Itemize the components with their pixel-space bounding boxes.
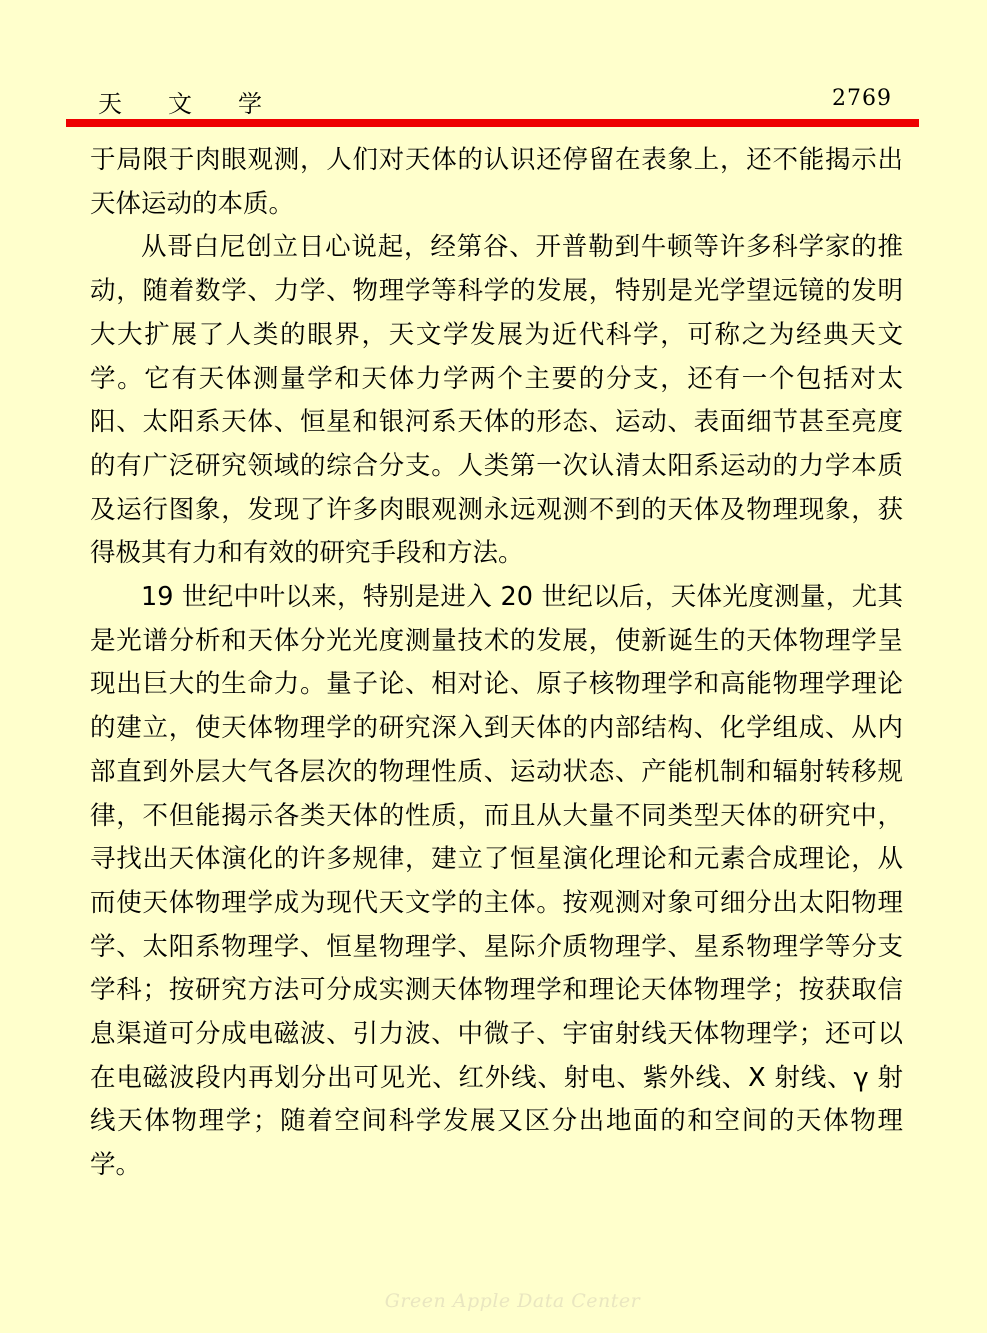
header-divider [66, 119, 919, 127]
body-text [90, 139, 903, 1188]
page-number: 2769 [832, 86, 892, 111]
watermark: Green Apple Data Center [384, 1290, 641, 1312]
paragraph-2: 从哥白尼创立日心说起，经第谷、开普勒到牛顿等许多科学家的推动，随着数学、力学、物理学等科学的发展，特别是光学望远镜的发明大大扩展了人类的眼界，天文学发展为近代科学，可称之为经典天文学。它有天体测量学和天体力学两个主要的分支，还有一个包括对太阳、太阳系天体、恒星和银河系天体的形态、运动、表面细节甚至亮度的有广泛研究领域的综合分支。人类第一次认清太阳系运动的力学本质及运行图象，发现了许多肉眼观测永远观测不到的天体及物理现象，获得极其有力和有效的研究手段和方法。 [90, 232, 903, 569]
section-title: 天文学 [98, 90, 308, 118]
running-header [90, 84, 897, 118]
paragraph-3: 19 世纪中叶以来，特别是进入 20 世纪以后，天体光度测量，尤其是光谱分析和天体分光光度测量技术的发展，使新诞生的天体物理学呈现出巨大的生命力。量子论、相对论、原子核物理学和高能物理学理论的建立，使天体物理学的研究深入到天体的内部结构、化学组成、从内部直到外层大气各层次的物理性质、运动状态、产能机制和辐射转移规律，不但能揭示各类天体的性质，而且从大量不同类型天体的研究中，寻找出天体演化的许多规律，建立了恒星演化理论和元素合成理论，从而使天体物理学成为现代天文学的主体。按观测对象可细分出太阳物理学、太阳系物理学、恒星物理学、星际介质物理学、星系物理学等分支学科；按研究方法可分成实测天体物理学和理论天体物理学；按获取信息渠道可分成电磁波、引力波、中微子、宇宙射线天体物理学；还可以在电磁波段内再划分出可见光、红外线、射电、紫外线、X 射线、γ 射线天体物理学；随着空间科学发展又区分出地面的和空间的天体物理学。 [90, 582, 903, 1181]
paragraph-1: 于局限于肉眼观测，人们对天体的认识还停留在表象上，还不能揭示出天体运动的本质。 [90, 145, 903, 219]
